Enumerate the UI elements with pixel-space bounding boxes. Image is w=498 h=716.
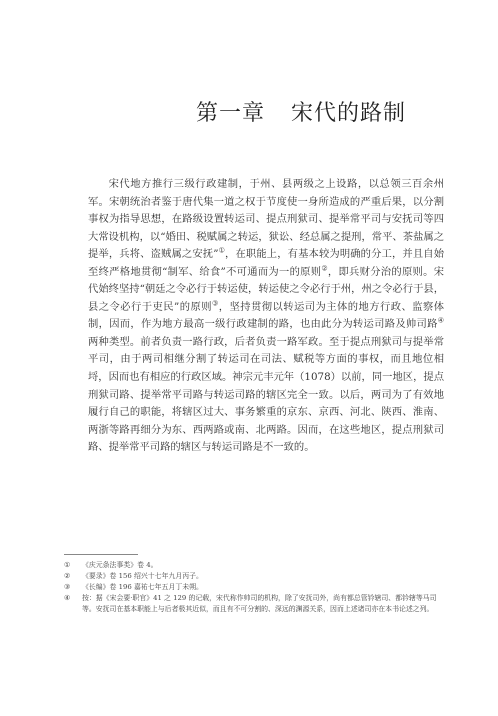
body-paragraph: [88, 176, 444, 457]
footnote-mark: ③: [64, 583, 71, 592]
footnotes: [64, 560, 448, 615]
paragraph-text: 两种类型。前者负责一路行政，后者负责一路军政。至于提点刑狱司与提举常平司，由于两司相继分割了转运司在司法、赋税等方面的事权，而且地位相埒，因而也有相应的行政区域。神宗元丰元年（1078）以前，同一地区，提点刑狱司路、提举常平司路与转运司路的辖区完全一致。以后，两司为了有效地履行自己的职能，将辖区过大、事务繁重的京东、京西、河北、陕西、淮南、两浙等路再细分为东、西两路或南、北两路。因而，在这些地区，提点刑狱司路、提举常平司路的辖区与转运司路是不一致的。: [88, 335, 444, 454]
paragraph-text: 宋代地方推行三级行政建制，于州、县两级之上设路，以总领三百余州军。宋朝统治者鉴于唐代集一道之权于节度使一身所造成的严重后果，以分割事权为指导思想，在路级设置转运司、提点刑狱司、提举常平司与安抚司等四大常设机构，以“婚田、税赋属之转运，狱讼、经总属之提刑，常平、茶盐属之提举，兵将、盗贼属之安抚”: [88, 178, 444, 261]
paragraph-text: ，即兵财分治的原则。宋代始终坚持“朝廷之令必行于转运使，转运使之令必行于州，州之令必行于县，县之令必行于吏民”的原则: [88, 265, 445, 313]
chapter-title: [196, 96, 456, 127]
footnote-ref-1[interactable]: ①: [218, 246, 226, 255]
footnote-divider: [64, 554, 138, 555]
footnote-mark: ②: [64, 572, 71, 581]
chapter-number: 第一章: [196, 101, 266, 126]
paragraph-text: ，在职能上，有基本较为明确的分工，并且自始至终严格地贯彻“制军、给食”不可通而为一的原则: [88, 248, 445, 278]
footnote-mark: ④: [64, 594, 71, 603]
footnote-ref-2[interactable]: ②: [321, 264, 328, 273]
footnote-mark: ①: [64, 561, 71, 569]
chapter-name: 宋代的路制: [291, 101, 407, 126]
footnote-ref-4[interactable]: ④: [437, 316, 444, 325]
footnote-text: 按：据《宋会要·职官》41 之 129 的记载，宋代称作帅司的机构，除了安抚司外，尚有都总管钤辖司、都钤辖等马司等。安抚司在基本职能上与后者极其近似，而且有不可分割的、深远的渊源关系，因而上述诸司亦在本书论述之列。: [82, 594, 437, 614]
paragraph-text: ，坚持贯彻以转运司为主体的地方行政、监察体制，因而，作为地方最高一级行政建制的路，也由此分为转运司路及帅司路: [88, 300, 444, 331]
footnote-ref-3[interactable]: ③: [211, 299, 219, 308]
footnote-item: [64, 560, 448, 571]
footnote-text: 《庆元条法事类》卷 4。: [82, 561, 158, 569]
footnote-text: 《要录》卷 156 绍兴十七年九月丙子。: [82, 572, 203, 581]
footnote-text: 《长编》卷 196 嘉祐七年五月丁未朔。: [82, 583, 203, 592]
footnote-item: [64, 593, 448, 615]
footnote-item: [64, 582, 448, 593]
footnote-item: [64, 571, 448, 582]
body-text: [88, 176, 444, 457]
